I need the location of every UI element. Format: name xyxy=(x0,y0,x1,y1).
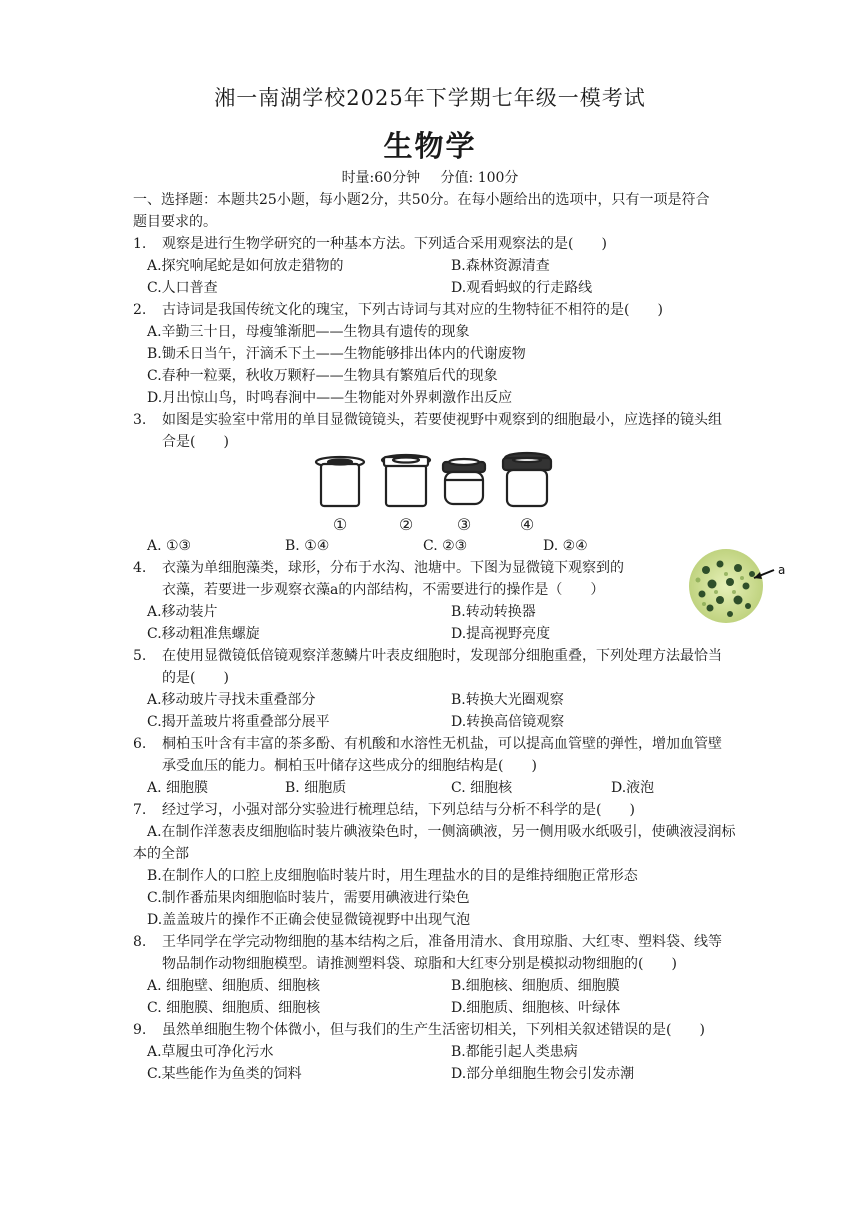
lens-label-4: ④ xyxy=(519,515,535,534)
lens-label-1: ① xyxy=(332,515,348,534)
option-d: D.液泡 xyxy=(611,780,655,796)
question-stem: 衣藻，若要进一步观察衣藻a的内部结构，不需要进行的操作是（ ） xyxy=(162,582,605,598)
lens-3-icon xyxy=(443,459,485,504)
option-c: C.人口普查 xyxy=(147,280,218,296)
option-d: D.部分单细胞生物会引发赤潮 xyxy=(451,1066,635,1082)
exam-meta xyxy=(0,167,860,187)
question-stem: 王华同学在学完动物细胞的基本结构之后，准备用清水、食用琼脂、大红枣、塑料袋、线等 xyxy=(162,934,722,950)
option-b: B.锄禾日当午，汗滴禾下土——生物能够排出体内的代谢废物 xyxy=(147,346,526,362)
option-c: C.移动粗准焦螺旋 xyxy=(147,626,260,642)
option-a: A. 细胞膜 xyxy=(147,780,209,796)
option-c: C.春种一粒粟，秋收万颗籽——生物具有繁殖后代的现象 xyxy=(147,368,498,384)
option-d: D.盖盖玻片的操作不正确会使显微镜视野中出现气泡 xyxy=(147,912,471,928)
option-c: C.揭开盖玻片将重叠部分展平 xyxy=(147,714,330,730)
option-a: A. 细胞壁、细胞质、细胞核 xyxy=(147,978,321,994)
lens-label-2: ② xyxy=(398,515,414,534)
option-d: D.转换高倍镜观察 xyxy=(451,714,565,730)
question-stem: 在使用显微镜低倍镜观察洋葱鳞片叶表皮细胞时，发现部分细胞重叠，下列处理方法最恰当 xyxy=(162,648,722,664)
section-instructions-line1: 一、选择题：本题共25小题，每小题2分，共50分。在每小题给出的选项中，只有一项是符合 xyxy=(133,192,710,208)
lens-2-icon xyxy=(382,455,430,506)
option-c: C. 细胞膜、细胞质、细胞核 xyxy=(147,1000,321,1016)
question-stem: 桐柏玉叶含有丰富的茶多酚、有机酸和水溶性无机盐，可以提高血管壁的弹性，增加血管壁 xyxy=(162,736,722,752)
question-stem: 物品制作动物细胞模型。请推测塑料袋、琼脂和大红枣分别是模拟动物细胞的( ) xyxy=(162,956,677,972)
objective-lens-figure xyxy=(305,450,565,538)
lens-1-icon xyxy=(316,457,364,506)
question-stem: 承受血压的能力。桐柏玉叶储存这些成分的细胞结构是( ) xyxy=(162,758,537,774)
question-number: 9. xyxy=(133,1022,147,1038)
question-stem: 的是( ) xyxy=(162,670,229,686)
option-b: B. 细胞质 xyxy=(285,780,347,796)
total-score: 分值: 100分 xyxy=(440,170,519,186)
question-number: 7. xyxy=(133,802,147,818)
option-d: D.细胞质、细胞核、叶绿体 xyxy=(451,1000,621,1016)
lens-4-icon xyxy=(503,453,551,506)
option-d: D.观看蚂蚁的行走路线 xyxy=(451,280,593,296)
option-c: C.制作番茄果肉细胞临时装片，需要用碘液进行染色 xyxy=(147,890,470,906)
question-number: 4. xyxy=(133,560,147,576)
question-stem: 合是( ) xyxy=(162,434,229,450)
option-b: B.转动转换器 xyxy=(451,604,536,620)
option-c: C. 细胞核 xyxy=(451,780,513,796)
time-limit: 时量:60分钟 xyxy=(341,170,421,186)
option-a: A.在制作洋葱表皮细胞临时装片碘液染色时，一侧滴碘液，另一侧用吸水纸吸引，使碘液浸润标 xyxy=(147,824,736,840)
question-stem: 衣藻为单细胞藻类，球形，分布于水沟、池塘中。下图为显微镜下观察到的 xyxy=(162,560,624,576)
question-stem: 古诗词是我国传统文化的瑰宝，下列古诗词与其对应的生物特征不相符的是( ) xyxy=(162,302,663,318)
option-a: A.草履虫可净化污水 xyxy=(147,1044,274,1060)
option-d: D. ②④ xyxy=(543,538,588,554)
option-a: A.探究响尾蛇是如何放走猎物的 xyxy=(147,258,344,274)
lens-label-3: ③ xyxy=(456,515,472,534)
question-stem: 如图是实验室中常用的单目显微镜镜头，若要使视野中观察到的细胞最小，应选择的镜头组 xyxy=(162,412,722,428)
option-c: C.某些能作为鱼类的饲料 xyxy=(147,1066,302,1082)
question-stem: 观察是进行生物学研究的一种基本方法。下列适合采用观察法的是( ) xyxy=(162,236,607,252)
option-b: B.在制作人的口腔上皮细胞临时装片时，用生理盐水的目的是维持细胞正常形态 xyxy=(147,868,638,884)
option-a: A.辛勤三十日，母瘦雏渐肥——生物具有遗传的现象 xyxy=(147,324,470,340)
option-b: B.细胞核、细胞质、细胞膜 xyxy=(451,978,620,994)
question-number: 2. xyxy=(133,302,147,318)
question-number: 1. xyxy=(133,236,147,252)
question-number: 6. xyxy=(133,736,147,752)
option-b: B.森林资源清查 xyxy=(451,258,550,274)
question-stem: 虽然单细胞生物个体微小，但与我们的生产生活密切相关，下列相关叙述错误的是( ) xyxy=(162,1022,705,1038)
option-d: D.月出惊山鸟，时鸣春涧中——生物能对外界刺激作出反应 xyxy=(147,390,513,406)
option-a: A. ①③ xyxy=(147,538,192,554)
option-a-continued: 本的全部 xyxy=(133,846,189,862)
section-instructions-line2: 题目要求的。 xyxy=(133,214,217,230)
question-stem: 经过学习，小强对部分实验进行梳理总结，下列总结与分析不科学的是( ) xyxy=(162,802,635,818)
option-b: B.转换大光圈观察 xyxy=(451,692,564,708)
option-b: B. ①④ xyxy=(285,538,330,554)
question-number: 5. xyxy=(133,648,147,664)
option-d: D.提高视野亮度 xyxy=(451,626,551,642)
option-b: B.都能引起人类患病 xyxy=(451,1044,578,1060)
exam-title: 湘一南湖学校2025年下学期七年级一模考试 xyxy=(214,86,646,110)
question-number: 3. xyxy=(133,412,147,428)
subject-title: 生物学 xyxy=(383,129,477,163)
question-number: 8. xyxy=(133,934,147,950)
algae-label-a: a xyxy=(778,563,786,577)
option-a: A.移动装片 xyxy=(147,604,218,620)
option-c: C. ②③ xyxy=(423,538,468,554)
algae-micrograph xyxy=(688,548,788,628)
option-a: A.移动玻片寻找未重叠部分 xyxy=(147,692,316,708)
